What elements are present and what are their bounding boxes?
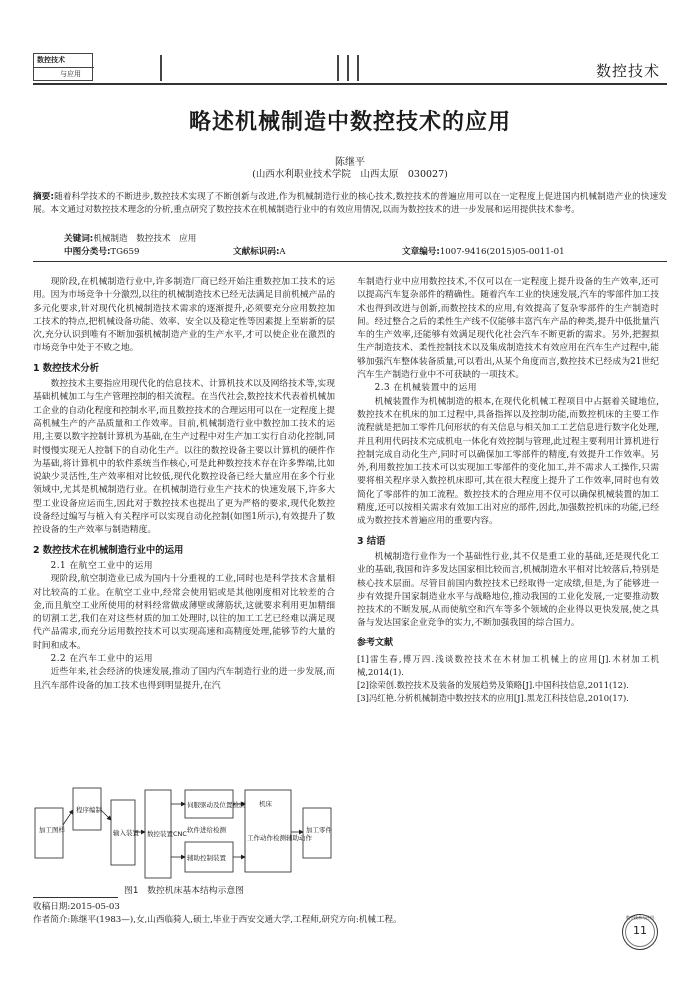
subsection-heading: 2.2 在汽车工业中的运用 <box>50 654 154 665</box>
paragraph: 机械制造行业作为一个基础性行业,其不仅是重工业的基础,还是现代化工业的基础,我国和许多发达国家相比较而言,机械制造水平相对比较落后,特别是核心技术层面。尽管目前国内数控技术已经取得一定成绩,但是,为了能够进一步有效提升国家制造业水平与战略地位,推动我国的工业化发展,一定要推动数控技术的不断发展,从而使航空和汽车等多个领域的企业得以更快发展,使之具备与发达国家企业竞争的实力,不断加强我国的综合国力。 <box>357 551 659 629</box>
paragraph: 数控技术主要指应用现代化的信息技术、计算机技术以及网络技术等,实现基础机械加工与生产管理控制的相关流程。在当代社会,数控技术代表着机械加工企业的自动化程度和控制水平,而且数控技术的合理运用可以在一定程度上提高机械生产的产品质量和工作效率。目前,机械制造行业中数控加工技术的运用,主要以数字控制计算机为基础,在生产过程中对生产加工实行自动化控制,同时慢慢实现无人控制下的自动化生产。以往的数控设备主要以计算机的硬件作为基础,将计算机中的软件系统当作核心,可是此种数控技术存在许多弊端,比如说缺少灵活性,生产效率相对比较低,现代化数控设备已经大量应用在多个行业领域中,尤其是机械制造行业。在机械制造行业生产技术的快速发展下,许多大型工业设备应运而生,因此对于数控技术也提出了更为严格的要求,现代化数控设备经过编写与植入有关程序可以实现自动化控制(如图1所示),有效提升了数控设备的生产效率与制造精度。 <box>33 379 335 536</box>
author-bio: 作者简介:陈继平(1983—),女,山西临猗人,硕士,毕业于西安交通大学,工程师,研究方向:机械工程。 <box>33 915 402 925</box>
subsection-heading: 2.3 在机械装置中的运用 <box>374 383 478 394</box>
paragraph: 近些年来,社会经济的快速发展,推动了国内汽车制造行业的进一步发展,而且汽车部件设备的加工技术也得到明显提升,在汽 <box>33 667 335 691</box>
section-title: 数控技术 <box>595 62 660 80</box>
abstract-label: 摘要: <box>33 192 54 202</box>
abstract <box>33 191 667 217</box>
logo-divider <box>34 67 94 68</box>
header-bar <box>337 55 339 81</box>
figure-diagram <box>33 780 335 883</box>
footnote <box>33 901 402 927</box>
paragraph: 现阶段,航空制造业已成为国内十分重视的工业,同时也是科学技术含量相对比较高的工业。在航空工业中,经常会使用铝或是其他刚度相对比较差的合金,而且航空工业所使用的材料经常做成薄壁或薄筋状,这就要求利用更加精细的切割工艺,我们在对这些材质的加工处理时,以往的加工工艺已经难以满足现代产品需求,而充分运用数控技术可以实现高速和高精度处理,能够节约大量的时间和成本。 <box>33 574 335 651</box>
doc-code <box>233 245 286 257</box>
keywords <box>64 232 196 244</box>
part-label: 加工零件 <box>306 826 332 834</box>
section-heading: 1 数控技术分析 <box>33 362 100 374</box>
plc-label: 工作动作检测辅助动作 <box>247 834 312 842</box>
page-number: 11 <box>633 924 647 937</box>
clc-value: TG659 <box>110 247 140 257</box>
affiliation: (山西水利职业技术学院 山西太原 030027) <box>252 169 448 180</box>
paragraph: 现阶段,在机械制造行业中,许多制造厂商已经开始注重数控加工技术的运用。因为市场竞争十分激烈,以往的机械制造技术已经无法满足目前机械产品的多元化要求,针对现代化机械制造技术需求的逐渐提升,必须要充分应用数控加工技术的特点,把机械设备功能、效率、安全以及稳定性等因素提上至崭新的层次,充分认识到唯有不断加强机械制造产业的生产水平,才可以使企业在激烈的市场竞争中处于不败之地。 <box>33 277 335 354</box>
header-bar <box>347 55 349 81</box>
footnote-rule <box>33 897 118 898</box>
meta-rule <box>33 261 667 262</box>
doc-value: A <box>279 247 286 257</box>
author: 陈继平 <box>335 157 365 168</box>
reference-item: [3]冯红艳.分析机械制造中数控技术的应用[J].黑龙江科技信息,2010(17). <box>357 693 629 704</box>
logo-bottom-text: 与应用 <box>60 70 81 78</box>
input-label: 输入装置 <box>113 829 139 837</box>
article-title: 略述机械制造中数控技术的应用 <box>188 109 511 135</box>
keywords-label: 关键词: <box>64 234 94 244</box>
flow-arrow <box>101 810 111 820</box>
article-value: 1007-9416(2015)05-0011-01 <box>439 247 565 257</box>
cnc-label: 数控装置CNC <box>147 830 187 838</box>
badge-text: 数字技术与应用 <box>626 915 654 920</box>
paragraph: 机械装置作为机械制造的根本,在现代化机械工程项目中占据着关键地位,数控技术在机床的加工过程中,具备指挥以及控制功能,而数控机床的主要工作流程就是把加工零件几何形状的有关信息与相关加工工艺信息进行数字化处理,并且利用代码技术完成机电一体化有效控制与管理,此过程主要利用计算机进行控制完成自动化生产,同时可以确保加工零部件的精度,有效提升工作效率。另外,利用数控加工技术可以实现加工零部件的变化加工,并不需求人工操作,只需要将相关程序录入数控机床即可,其在很大程度上提升了工作效率,同时也有效简化了零部件的加工流程。数控技术的合理应用不仅可以确保机械装置的加工精度,还可以按相关需求有效加工出对应的部件,因此,加强数控机床的功能,已经成为数控技术普遍应用的重要内容。 <box>357 396 659 527</box>
keywords-text: 机械制造 数控技术 应用 <box>93 234 197 244</box>
clc-label: 中图分类号: <box>64 247 111 257</box>
header-rule <box>33 83 667 85</box>
paragraph: 车制造行业中应用数控技术,不仅可以在一定程度上提升设备的生产效率,还可以提高汽车复杂部件的精确性。随着汽车工业的快速发展,汽车的零部件加工技术也得到改进与创新,而数控技术的应用,有效提高了复杂零部件的生产制造时间。经过整合之后的柔性生产线不仅能够丰富汽车产品的种类,提升中低批量汽车的生产效率,还能够有效满足现代化社会汽车不断更新的需求。另外,把握拟生产制造技术、柔性控制技术以及集成制造技术有效应用在汽车生产过程中,能够加强汽车整体装备质量,可以看出,从某个角度而言,数控技术已经成为21世纪汽车生产制造行业中不可获缺的一项技术。 <box>357 277 659 381</box>
machine-label: 机床 <box>259 800 272 808</box>
flow-arrow <box>63 810 73 825</box>
clc-number <box>64 245 139 257</box>
section-heading: 3 结语 <box>357 535 386 547</box>
program-label: 程序编制 <box>76 806 102 814</box>
right-column <box>357 276 659 705</box>
reference-item: [1]雷生春,傅万四.浅谈数控技术在木材加工机械上的应用[J].木材加工机械,2014(1). <box>357 654 659 678</box>
abstract-text: 随着科学技术的不断进步,数控技术实现了不断创新与改进,作为机械制造行业的核心技术,数控技术的普遍应用可以在一定程度上促进国内机械制造产业的快速发展。本文通过对数控技术理念的分析,重点研究了数控技术在机械制造行业中的有效应用情况,以而为数控技术的进一步发展和运用提供技术参考。 <box>33 192 668 215</box>
article-number <box>402 245 565 257</box>
journal-logo <box>33 53 93 81</box>
left-column <box>33 276 335 693</box>
feedback-label: 软件进给检测 <box>187 826 226 834</box>
header-bar <box>160 55 162 81</box>
received-date: 收稿日期:2015-05-03 <box>33 902 120 912</box>
aux-label: 辅助控制装置 <box>187 854 226 862</box>
doc-label: 文献标识码: <box>233 247 280 257</box>
reference-item: [2]徐荣创.数控技术及装备的发展趋势及策略[J].中国科技信息,2011(12). <box>357 680 629 691</box>
subsection-heading: 2.1 在航空工业中的运用 <box>50 560 154 571</box>
logo-top-text: 数控技术 <box>37 55 65 64</box>
references-heading: 参考文献 <box>357 637 394 648</box>
header-bar <box>357 55 359 81</box>
figure-caption: 图1 数控机床基本结构示意图 <box>124 886 244 896</box>
article-label: 文章编号: <box>402 247 440 257</box>
servo-label: 伺服驱动及位置检测 <box>187 801 246 809</box>
drawing-label: 加工图样 <box>39 826 65 834</box>
section-heading: 2 数控技术在机械制造行业中的运用 <box>33 544 184 556</box>
